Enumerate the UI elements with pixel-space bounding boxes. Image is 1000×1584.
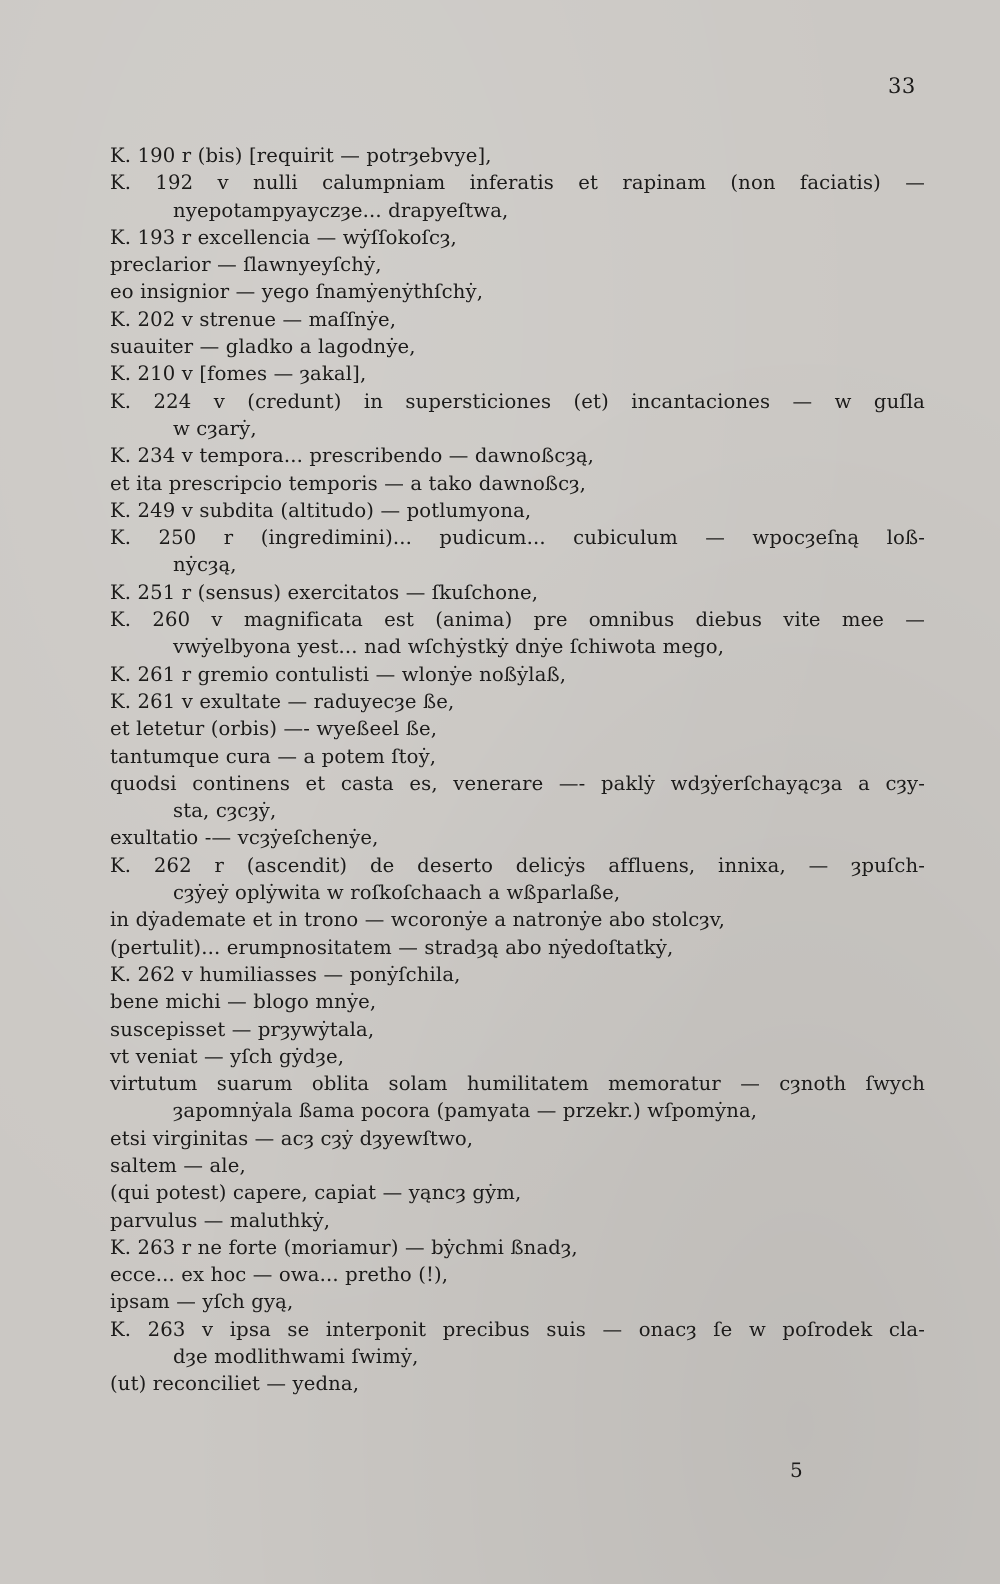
page-number: 33 xyxy=(888,74,916,98)
text-line: sta, cȝcȝẏ, xyxy=(173,799,277,823)
text-line: K. 251 r (sensus) exercitatos — ſkuſchone, xyxy=(110,580,539,604)
text-line: K. 262 r (ascendit) de deserto delicẏs affluens, innixa, — ȝpuſch- xyxy=(110,853,925,877)
text-line: w cȝarẏ, xyxy=(173,416,257,440)
text-line: quodsi continens et casta es, venerare —- paklẏ wdȝẏerſchayącȝa a cȝy- xyxy=(110,771,925,795)
text-line: K. 249 v subdita (altitudo) — potlumyona, xyxy=(110,498,532,522)
text-line: et letetur (orbis) —- wyeßeel ße, xyxy=(110,717,438,741)
text-line: K. 210 v [fomes — ȝakal], xyxy=(110,362,367,386)
text-line: K. 262 v humiliasses — ponẏſchila, xyxy=(110,962,461,986)
text-line: ȝapomnẏala ßama pocora (pamyata — przekr.) wſpomẏna, xyxy=(173,1099,758,1123)
text-line: in dẏademate et in trono — wcoronẏe a natronẏe abo stolcȝv, xyxy=(110,908,726,932)
text-line: K. 260 v magnificata est (anima) pre omnibus diebus vite mee — xyxy=(110,608,925,632)
text-line: tantumque cura — a potem ſtoẏ, xyxy=(110,744,437,768)
text-line: cȝẏeẏ oplẏwita w roſkoſchaach a wßparlaße, xyxy=(173,881,621,905)
text-line: bene michi — blogo mnẏe, xyxy=(110,990,377,1014)
text-line: dȝe modlithwami ſwimẏ, xyxy=(173,1345,419,1369)
signature-mark: 5 xyxy=(790,1458,803,1482)
text-line: K. 192 v nulli calumpniam inferatis et rapinam (non faciatis) — xyxy=(110,171,925,195)
text-line: etsi virginitas — acȝ cȝẏ dȝyewſtwo, xyxy=(110,1126,474,1150)
text-line: nẏcȝą, xyxy=(173,553,237,577)
text-line: K. 261 v exultate — raduyecȝe ße, xyxy=(110,689,455,713)
text-line: (pertulit)... erumpnositatem — stradȝą abo nẏedoſtatkẏ, xyxy=(110,935,674,959)
text-line: K. 250 r (ingredimini)... pudicum... cubiculum — wpocȝeſną loß- xyxy=(110,526,925,550)
text-line: ipsam — yſch gyą, xyxy=(110,1290,294,1314)
text-line: nyepotampyayczȝe... drapyeſtwa, xyxy=(173,198,509,222)
text-line: K. 261 r gremio contulisti — wlonẏe noßẏlaß, xyxy=(110,662,567,686)
text-line: preclarior — ſlawnyeyſchẏ, xyxy=(110,253,382,277)
glossary-text xyxy=(110,142,925,1398)
text-line: virtutum suarum oblita solam humilitatem memoratur — cȝnoth ſwych xyxy=(110,1072,925,1096)
text-line: ecce... ex hoc — owa... pretho (!), xyxy=(110,1263,449,1287)
text-line: suauiter — gladko a lagodnẏe, xyxy=(110,335,416,359)
text-line: exultatio -— vcȝẏeſchenẏe, xyxy=(110,826,379,850)
text-line: K. 263 r ne forte (moriamur) — bẏchmi ßnadȝ, xyxy=(110,1235,578,1259)
text-line: (qui potest) capere, capiat — yąncȝ gẏm, xyxy=(110,1181,522,1205)
text-line: et ita prescripcio temporis — a tako dawnoßcȝ, xyxy=(110,471,587,495)
text-line: saltem — ale, xyxy=(110,1153,246,1177)
text-line: parvulus — maluthkẏ, xyxy=(110,1208,331,1232)
text-line: suscepisset — prȝywẏtala, xyxy=(110,1017,375,1041)
text-line: K. 193 r excellencia — wẏſſokoſcȝ, xyxy=(110,225,457,249)
text-line: K. 234 v tempora... prescribendo — dawnoßcȝą, xyxy=(110,444,595,468)
text-line: vwẏelbyona yest... nad wſchẏstkẏ dnẏe ſchiwota mego, xyxy=(173,635,725,659)
text-line: K. 263 v ipsa se interponit precibus suis — onacȝ ſe w poſrodek cla- xyxy=(110,1317,925,1341)
text-line: eo insignior — yego ſnamẏenẏthſchẏ, xyxy=(110,280,484,304)
text-line: K. 190 r (bis) [requirit — potrȝebvye], xyxy=(110,144,492,167)
text-line: vt veniat — yſch gẏdȝe, xyxy=(110,1044,345,1068)
text-line: K. 202 v strenue — maſſnẏe, xyxy=(110,307,397,331)
text-line: (ut) reconciliet — yedna, xyxy=(110,1372,360,1396)
text-line: K. 224 v (credunt) in supersticiones (et) incantaciones — w guſla xyxy=(110,389,925,413)
